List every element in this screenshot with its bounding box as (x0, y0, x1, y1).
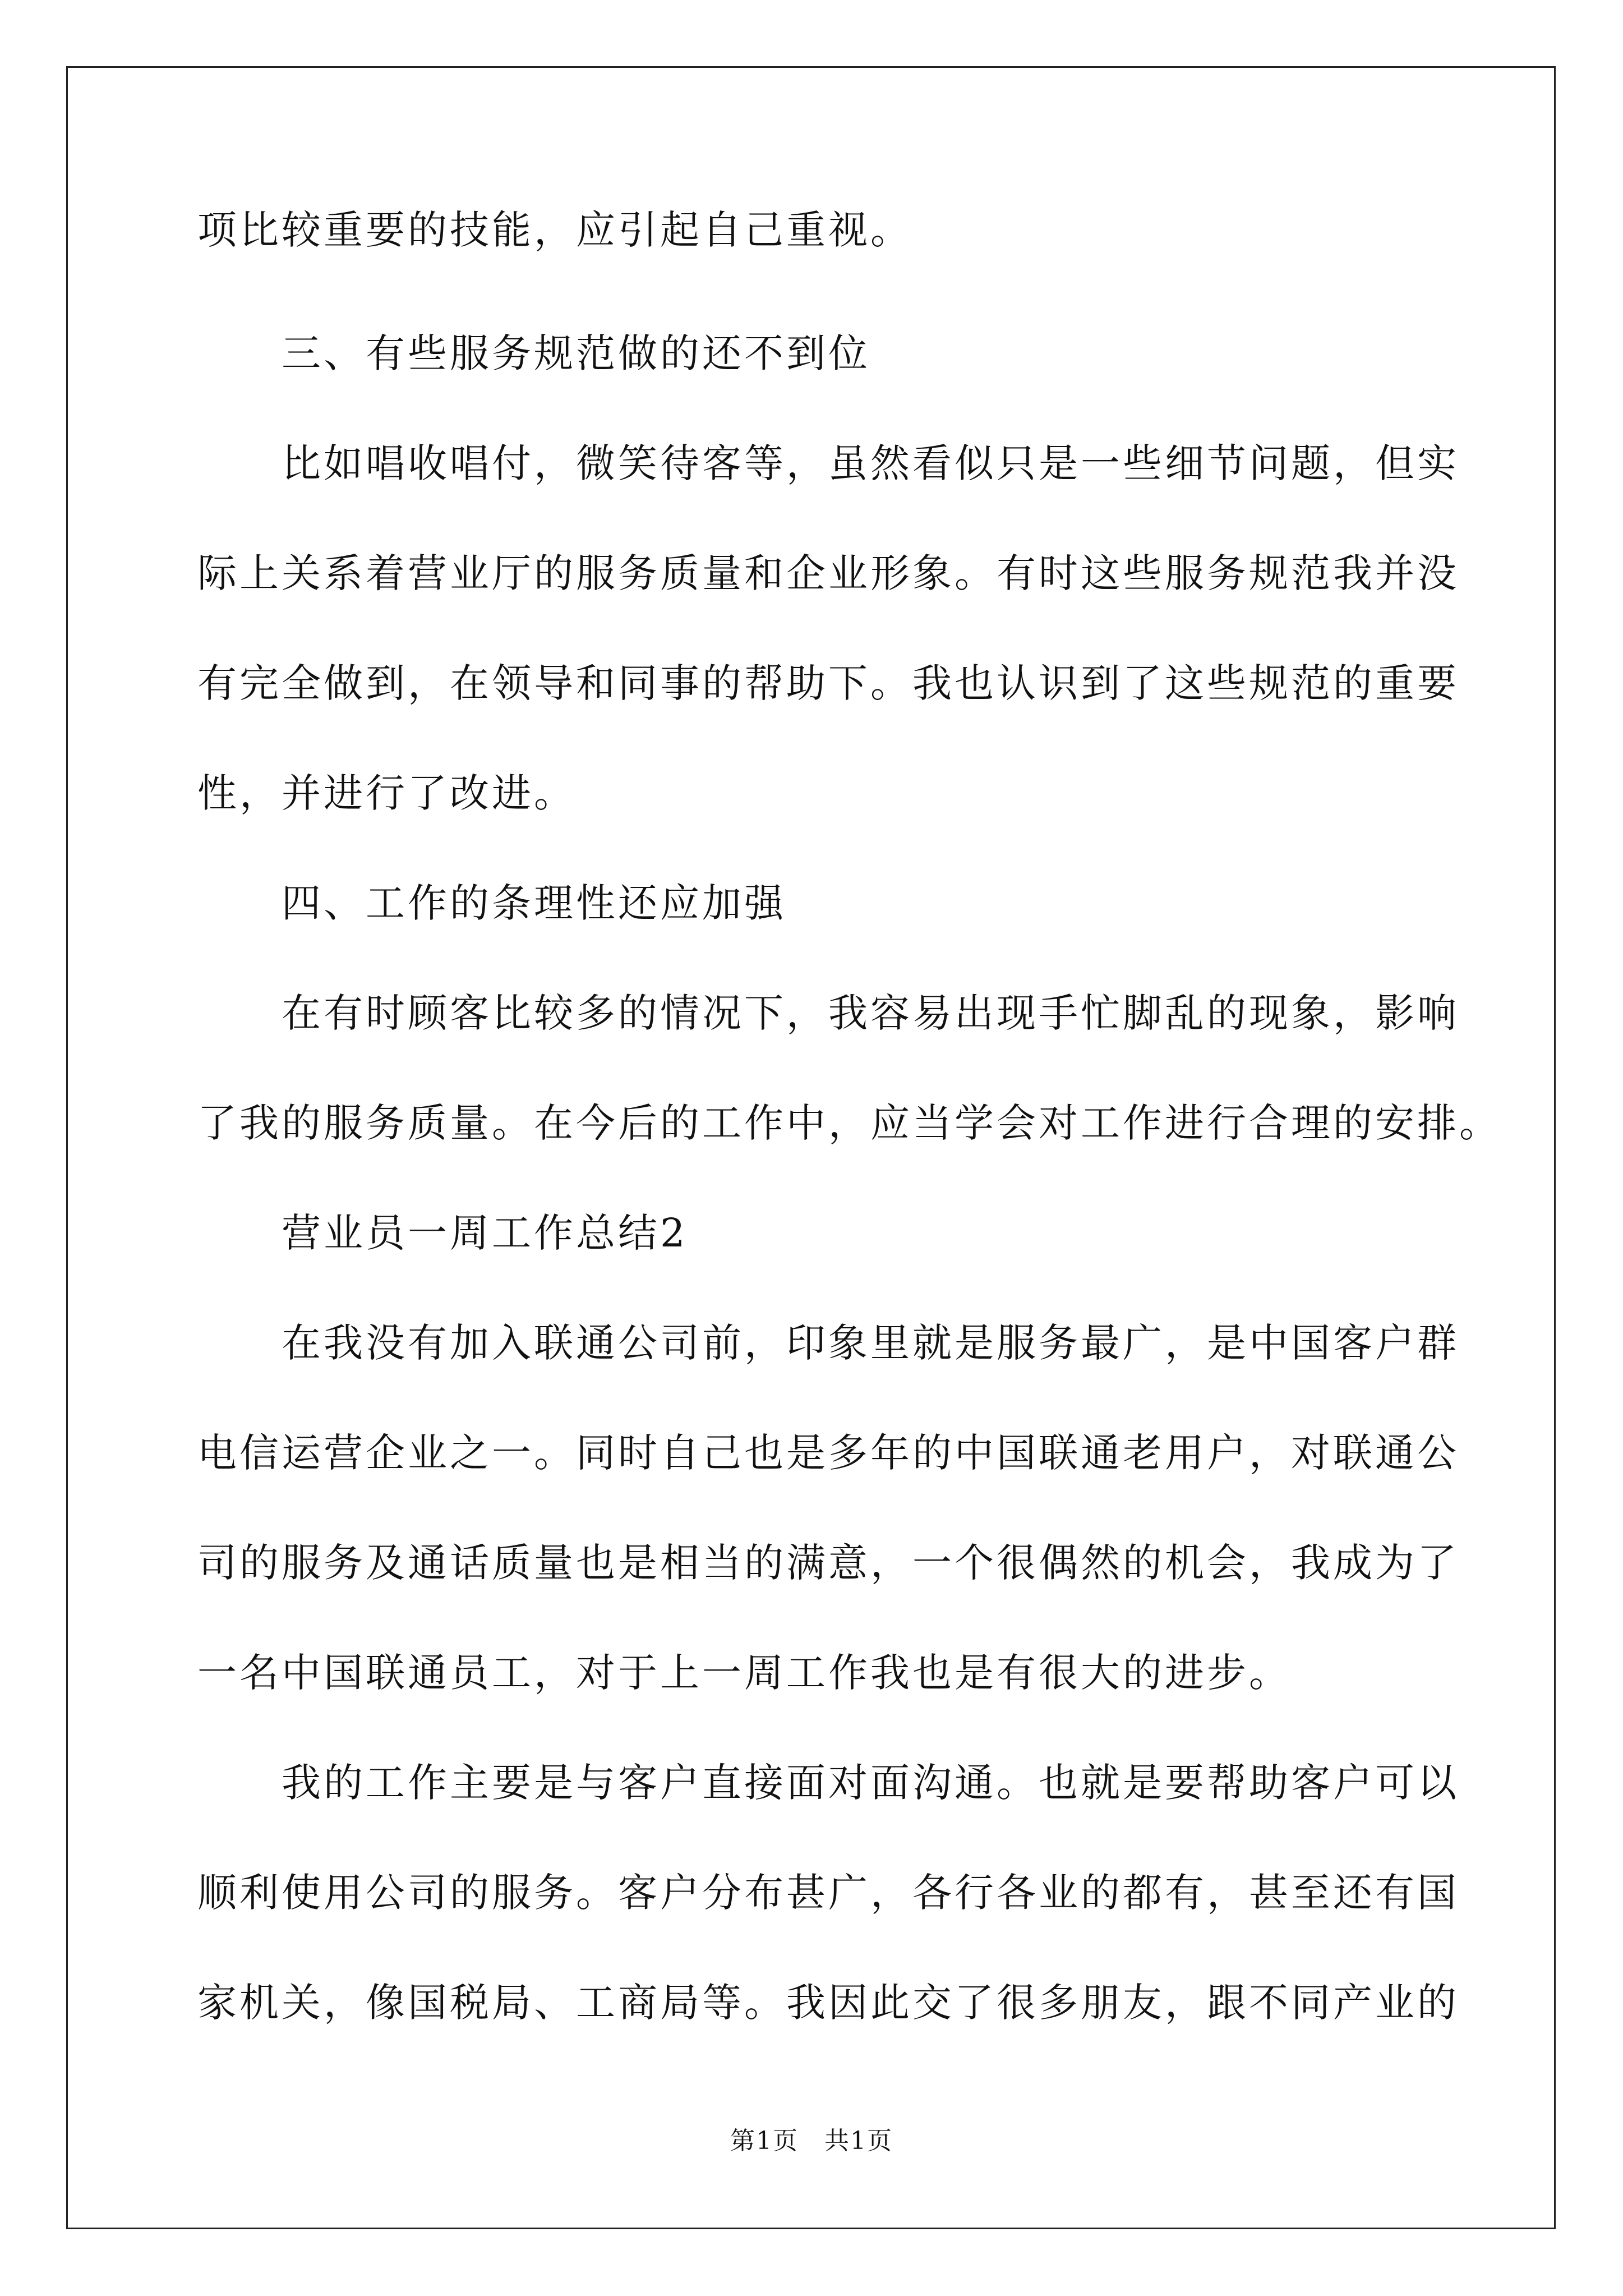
text-line-16: 顺利使用公司的服务。客户分布甚广，各行各业的都有，甚至还有国 (197, 1870, 1459, 1916)
text-line-17: 家机关，像国税局、工商局等。我因此交了很多朋友，跟不同产业的 (197, 1980, 1459, 2026)
text-line-6: 性，并进行了改进。 (197, 770, 576, 816)
section-heading-4: 四、工作的条理性还应加强 (282, 880, 786, 926)
text-line-12: 电信运营企业之一。同时自己也是多年的中国联通老用户，对联通公 (197, 1430, 1459, 1476)
text-line-9: 了我的服务质量。在今后的工作中，应当学会对工作进行合理的安排。 (197, 1100, 1501, 1146)
text-line-15: 我的工作主要是与客户直接面对面沟通。也就是要帮助客户可以 (282, 1760, 1459, 1806)
text-line-14: 一名中国联通员工，对于上一周工作我也是有很大的进步。 (197, 1650, 1291, 1696)
text-line-1: 项比较重要的技能，应引起自己重视。 (197, 207, 912, 253)
text-line-8: 在有时顾客比较多的情况下，我容易出现手忙脚乱的现象，影响 (282, 990, 1459, 1036)
text-line-5: 有完全做到，在领导和同事的帮助下。我也认识到了这些规范的重要 (197, 660, 1459, 706)
section-heading-3: 三、有些服务规范做的还不到位 (282, 330, 870, 376)
text-line-13: 司的服务及通话质量也是相当的满意，一个很偶然的机会，我成为了 (197, 1540, 1459, 1586)
text-line-4: 际上关系着营业厅的服务质量和企业形象。有时这些服务规范我并没 (197, 550, 1459, 596)
text-line-3: 比如唱收唱付，微笑待客等，虽然看似只是一些细节问题，但实 (282, 440, 1459, 486)
text-line-11: 在我没有加入联通公司前，印象里就是服务最广，是中国客户群 (282, 1320, 1459, 1366)
page-footer: 第1页 共1页 (730, 2127, 893, 2155)
summary-title-2: 营业员一周工作总结2 (282, 1210, 688, 1256)
